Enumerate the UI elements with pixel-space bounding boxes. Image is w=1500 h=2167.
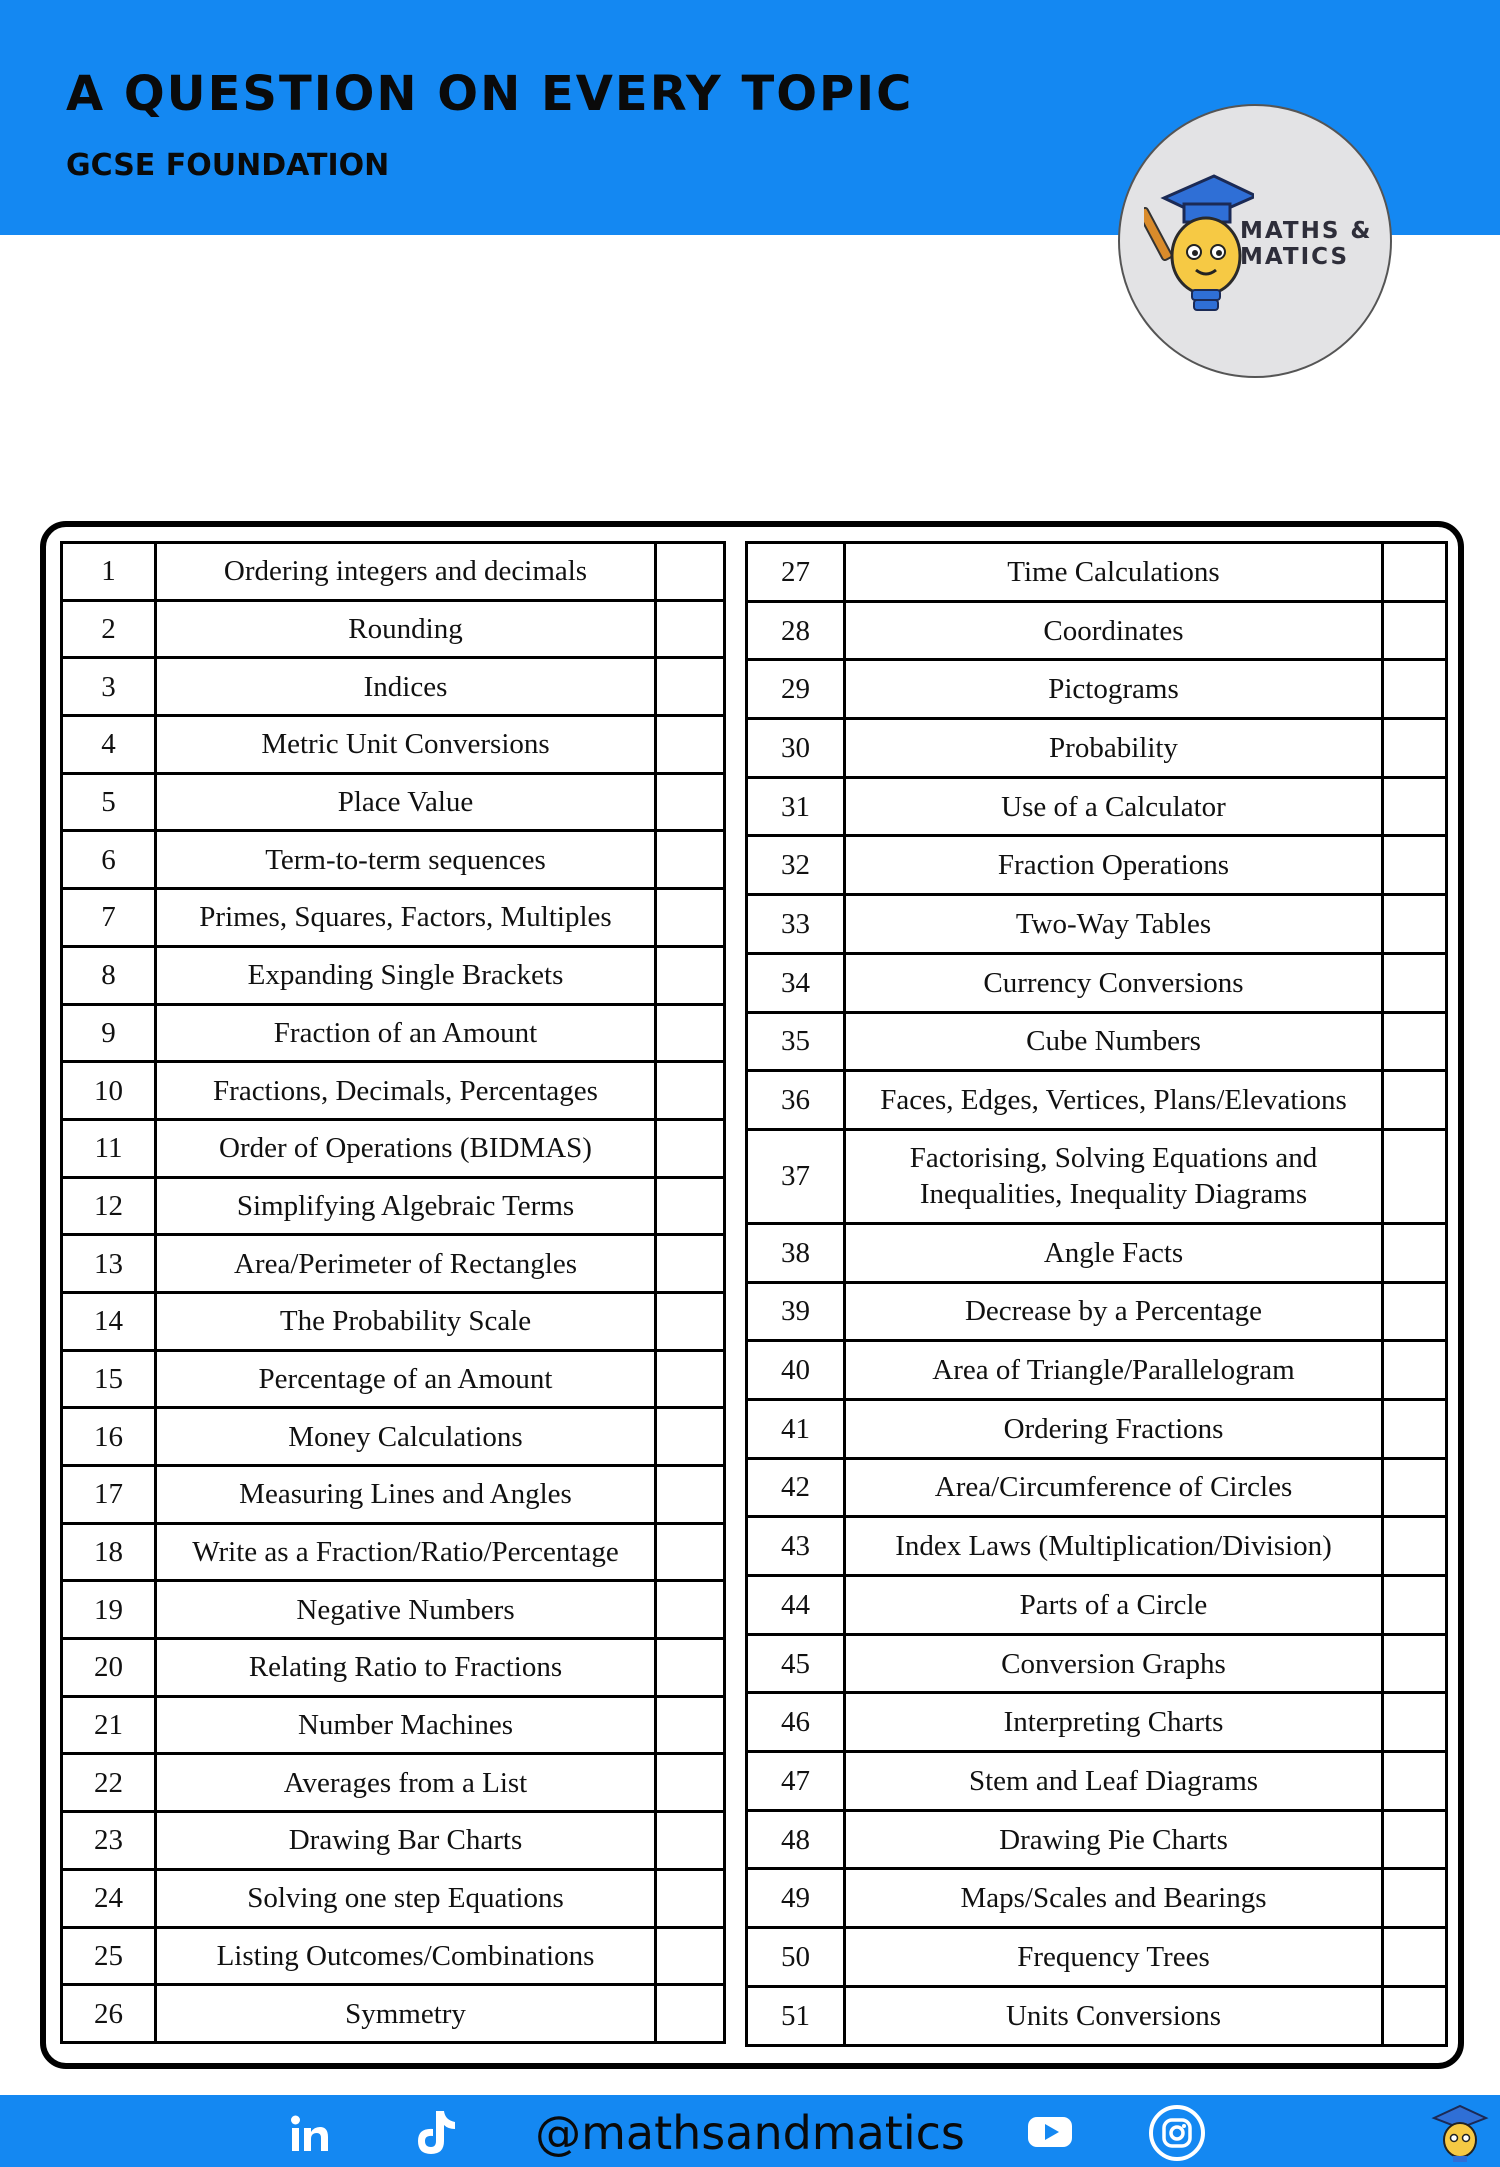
topic-checkbox[interactable] [1383, 1986, 1447, 2045]
topic-name: Ordering Fractions [845, 1399, 1383, 1458]
topic-row [62, 946, 725, 1004]
topic-checkbox[interactable] [1383, 1399, 1447, 1458]
topic-row [747, 1869, 1447, 1928]
topic-row [747, 1012, 1447, 1071]
topic-checkbox[interactable] [1383, 1012, 1447, 1071]
topic-row [747, 1399, 1447, 1458]
topic-checkbox[interactable] [656, 1754, 725, 1812]
topic-name: Primes, Squares, Factors, Multiples [156, 889, 656, 947]
topic-checkbox[interactable] [1383, 953, 1447, 1012]
topic-name: Relating Ratio to Fractions [156, 1639, 656, 1697]
topic-number: 17 [62, 1466, 156, 1524]
topic-row [62, 1985, 725, 2043]
topic-row [62, 1927, 725, 1985]
topic-number: 46 [747, 1693, 845, 1752]
topic-checkbox[interactable] [1383, 1282, 1447, 1341]
topic-checkbox[interactable] [656, 1812, 725, 1870]
topic-name: Maps/Scales and Bearings [845, 1869, 1383, 1928]
topic-row [62, 1754, 725, 1812]
topic-number: 6 [62, 831, 156, 889]
topic-number: 41 [747, 1399, 845, 1458]
topic-number: 38 [747, 1223, 845, 1282]
topic-number: 22 [62, 1754, 156, 1812]
topic-row [747, 777, 1447, 836]
topic-number: 18 [62, 1523, 156, 1581]
topic-checkbox[interactable] [656, 946, 725, 1004]
topic-row [62, 543, 725, 601]
topic-row [747, 1634, 1447, 1693]
topic-row [747, 1576, 1447, 1635]
topic-checkbox[interactable] [656, 716, 725, 774]
topic-name: Fraction Operations [845, 836, 1383, 895]
topic-checkbox[interactable] [1383, 1071, 1447, 1130]
topic-number: 16 [62, 1408, 156, 1466]
topic-number: 51 [747, 1986, 845, 2045]
topic-number: 39 [747, 1282, 845, 1341]
topic-checkbox[interactable] [656, 600, 725, 658]
topic-number: 10 [62, 1062, 156, 1120]
topic-number: 42 [747, 1458, 845, 1517]
topic-name: Drawing Bar Charts [156, 1812, 656, 1870]
topic-number: 32 [747, 836, 845, 895]
topics-table-right [745, 541, 1448, 2047]
topic-row [747, 953, 1447, 1012]
topic-checkbox[interactable] [656, 543, 725, 601]
topic-number: 30 [747, 719, 845, 778]
topic-number: 34 [747, 953, 845, 1012]
topic-name-line-1: Factorising, Solving Equations and [909, 1142, 1318, 1175]
topic-name: Coordinates [845, 601, 1383, 660]
topic-name: Listing Outcomes/Combinations [156, 1927, 656, 1985]
topic-name: Cube Numbers [845, 1012, 1383, 1071]
topic-checkbox[interactable] [656, 1062, 725, 1120]
logo-line-1: MATHS & [1240, 218, 1373, 244]
brand-logo [1118, 104, 1392, 378]
topic-checkbox[interactable] [656, 1235, 725, 1293]
logo-wordmark [1240, 218, 1372, 270]
topic-checkbox[interactable] [1383, 601, 1447, 660]
youtube-icon[interactable] [1027, 2114, 1073, 2150]
topic-number: 21 [62, 1696, 156, 1754]
topic-checkbox[interactable] [1383, 1693, 1447, 1752]
topic-checkbox[interactable] [1383, 1576, 1447, 1635]
topic-row [62, 1523, 725, 1581]
logo-line-2: MATICS [1240, 244, 1350, 270]
topic-checkbox[interactable] [656, 658, 725, 716]
topic-name: Symmetry [156, 1985, 656, 2043]
instagram-icon[interactable] [1148, 2104, 1206, 2162]
topic-name: Money Calculations [156, 1408, 656, 1466]
topic-checkbox[interactable] [1383, 1223, 1447, 1282]
topic-name: Write as a Fraction/Ratio/Percentage [156, 1523, 656, 1581]
topic-number: 23 [62, 1812, 156, 1870]
topic-number: 3 [62, 658, 156, 716]
topic-row [62, 1408, 725, 1466]
topic-name: Order of Operations (BIDMAS) [156, 1119, 656, 1177]
topic-number: 15 [62, 1350, 156, 1408]
mascot-icon [1428, 2098, 1490, 2164]
topic-checkbox[interactable] [1383, 1810, 1447, 1869]
topic-name: Simplifying Algebraic Terms [156, 1177, 656, 1235]
topic-row [747, 1752, 1447, 1811]
topic-number: 28 [747, 601, 845, 660]
topic-row [62, 1062, 725, 1120]
topic-name: Stem and Leaf Diagrams [845, 1752, 1383, 1811]
topic-row [62, 1004, 725, 1062]
topic-checkbox[interactable] [1383, 836, 1447, 895]
topic-number: 13 [62, 1235, 156, 1293]
topic-checkbox[interactable] [656, 889, 725, 947]
topic-row [747, 1071, 1447, 1130]
topic-checkbox[interactable] [1383, 1458, 1447, 1517]
topic-row [62, 1696, 725, 1754]
topic-checkbox[interactable] [1383, 1634, 1447, 1693]
topic-checkbox[interactable] [656, 831, 725, 889]
topic-name: Term-to-term sequences [156, 831, 656, 889]
topic-checkbox[interactable] [656, 1119, 725, 1177]
topic-row [62, 658, 725, 716]
topic-row [62, 1869, 725, 1927]
page-subtitle: GCSE FOUNDATION [66, 148, 390, 183]
topic-name: The Probability Scale [156, 1292, 656, 1350]
topic-row [747, 1458, 1447, 1517]
topic-name: Negative Numbers [156, 1581, 656, 1639]
topic-number: 2 [62, 600, 156, 658]
topic-name: Fraction of an Amount [156, 1004, 656, 1062]
topic-checkbox[interactable] [1383, 1869, 1447, 1928]
topic-name: Solving one step Equations [156, 1869, 656, 1927]
topic-row [62, 1812, 725, 1870]
topic-number: 25 [62, 1927, 156, 1985]
topic-row [747, 601, 1447, 660]
topic-name: Area of Triangle/Parallelogram [845, 1341, 1383, 1400]
topic-number: 4 [62, 716, 156, 774]
topic-row [747, 1517, 1447, 1576]
topic-row [747, 895, 1447, 954]
topic-checkbox[interactable] [1383, 1752, 1447, 1811]
topic-row [747, 836, 1447, 895]
topic-checkbox[interactable] [1383, 895, 1447, 954]
topic-name: Conversion Graphs [845, 1634, 1383, 1693]
topic-row [747, 543, 1447, 602]
topic-number: 19 [62, 1581, 156, 1639]
topic-number: 49 [747, 1869, 845, 1928]
topic-number: 40 [747, 1341, 845, 1400]
topic-name-line-2: Inequalities, Inequality Diagrams [919, 1178, 1308, 1211]
topic-name: Currency Conversions [845, 953, 1383, 1012]
topic-name: Frequency Trees [845, 1928, 1383, 1987]
topic-number: 31 [747, 777, 845, 836]
topic-checkbox[interactable] [656, 1581, 725, 1639]
topic-checkbox[interactable] [1383, 543, 1447, 602]
topic-checkbox[interactable] [656, 1292, 725, 1350]
topic-checkbox[interactable] [656, 1004, 725, 1062]
topic-name: Faces, Edges, Vertices, Plans/Elevations [845, 1071, 1383, 1130]
topic-row [62, 889, 725, 947]
topic-checkbox[interactable] [1383, 660, 1447, 719]
topic-name: Indices [156, 658, 656, 716]
topic-row [747, 1341, 1447, 1400]
topic-row [62, 1639, 725, 1697]
topic-number: 44 [747, 1576, 845, 1635]
lightbulb-mascot-icon [1144, 148, 1254, 338]
topic-name [845, 1129, 1383, 1223]
topic-checkbox[interactable] [656, 773, 725, 831]
topic-name: Use of a Calculator [845, 777, 1383, 836]
topic-checkbox[interactable] [1383, 719, 1447, 778]
topic-number: 50 [747, 1928, 845, 1987]
topic-checkbox[interactable] [656, 1408, 725, 1466]
topic-row [62, 1177, 725, 1235]
topic-row [747, 1282, 1447, 1341]
topic-number: 37 [747, 1129, 845, 1223]
topic-number: 27 [747, 543, 845, 602]
topic-name: Rounding [156, 600, 656, 658]
topics-table-left [60, 541, 726, 2044]
topic-name: Parts of a Circle [845, 1576, 1383, 1635]
topic-number: 24 [62, 1869, 156, 1927]
topic-name: Place Value [156, 773, 656, 831]
topic-number: 20 [62, 1639, 156, 1697]
topic-row [62, 1235, 725, 1293]
topic-number: 12 [62, 1177, 156, 1235]
topic-row [62, 600, 725, 658]
topic-name: Pictograms [845, 660, 1383, 719]
topic-name: Angle Facts [845, 1223, 1383, 1282]
topic-number: 1 [62, 543, 156, 601]
topic-row [62, 773, 725, 831]
topic-number: 43 [747, 1517, 845, 1576]
topic-row [747, 719, 1447, 778]
topic-name: Expanding Single Brackets [156, 946, 656, 1004]
page-title: A QUESTION ON EVERY TOPIC [66, 66, 914, 122]
topic-number: 35 [747, 1012, 845, 1071]
topic-row [62, 1466, 725, 1524]
topic-checkbox[interactable] [1383, 1341, 1447, 1400]
topic-number: 36 [747, 1071, 845, 1130]
topic-number: 7 [62, 889, 156, 947]
topic-name: Fractions, Decimals, Percentages [156, 1062, 656, 1120]
topic-name: Area/Circumference of Circles [845, 1458, 1383, 1517]
topic-row [747, 660, 1447, 719]
topic-name: Time Calculations [845, 543, 1383, 602]
topic-row [747, 1986, 1447, 2045]
topic-row [747, 1129, 1447, 1223]
topic-row [62, 1581, 725, 1639]
topic-row [747, 1810, 1447, 1869]
topic-row [747, 1693, 1447, 1752]
topic-number: 47 [747, 1752, 845, 1811]
topic-checkbox[interactable] [656, 1639, 725, 1697]
topic-number: 5 [62, 773, 156, 831]
topic-number: 48 [747, 1810, 845, 1869]
topic-checkbox[interactable] [1383, 777, 1447, 836]
topic-name: Number Machines [156, 1696, 656, 1754]
topic-row [62, 831, 725, 889]
topic-row [62, 1292, 725, 1350]
topic-number: 33 [747, 895, 845, 954]
topic-name: Percentage of an Amount [156, 1350, 656, 1408]
topic-name: Averages from a List [156, 1754, 656, 1812]
topic-name: Interpreting Charts [845, 1693, 1383, 1752]
topic-name: Drawing Pie Charts [845, 1810, 1383, 1869]
topic-row [62, 1350, 725, 1408]
topic-row [62, 716, 725, 774]
topic-name: Units Conversions [845, 1986, 1383, 2045]
topic-name: Index Laws (Multiplication/Division) [845, 1517, 1383, 1576]
topic-name: Ordering integers and decimals [156, 543, 656, 601]
topic-number: 14 [62, 1292, 156, 1350]
topic-number: 26 [62, 1985, 156, 2043]
topic-name: Area/Perimeter of Rectangles [156, 1235, 656, 1293]
topic-checkbox[interactable] [656, 1985, 725, 2043]
topic-checkbox[interactable] [656, 1927, 725, 1985]
topic-number: 29 [747, 660, 845, 719]
topic-name: Decrease by a Percentage [845, 1282, 1383, 1341]
topic-checkbox[interactable] [656, 1869, 725, 1927]
topic-checkbox[interactable] [656, 1466, 725, 1524]
topic-row [747, 1928, 1447, 1987]
topic-name: Metric Unit Conversions [156, 716, 656, 774]
social-handle[interactable]: @mathsandmatics [535, 2106, 965, 2160]
topic-number: 9 [62, 1004, 156, 1062]
topic-row [62, 1119, 725, 1177]
topic-checkbox[interactable] [656, 1177, 725, 1235]
topic-checkbox[interactable] [656, 1350, 725, 1408]
topic-number: 11 [62, 1119, 156, 1177]
topic-name: Probability [845, 719, 1383, 778]
topic-checkbox[interactable] [656, 1696, 725, 1754]
topic-checkbox[interactable] [1383, 1129, 1447, 1223]
topic-row [747, 1223, 1447, 1282]
topic-checkbox[interactable] [1383, 1517, 1447, 1576]
topic-checkbox[interactable] [656, 1523, 725, 1581]
topic-number: 45 [747, 1634, 845, 1693]
topic-name: Measuring Lines and Angles [156, 1466, 656, 1524]
topic-number: 8 [62, 946, 156, 1004]
topic-checkbox[interactable] [1383, 1928, 1447, 1987]
topic-name: Two-Way Tables [845, 895, 1383, 954]
